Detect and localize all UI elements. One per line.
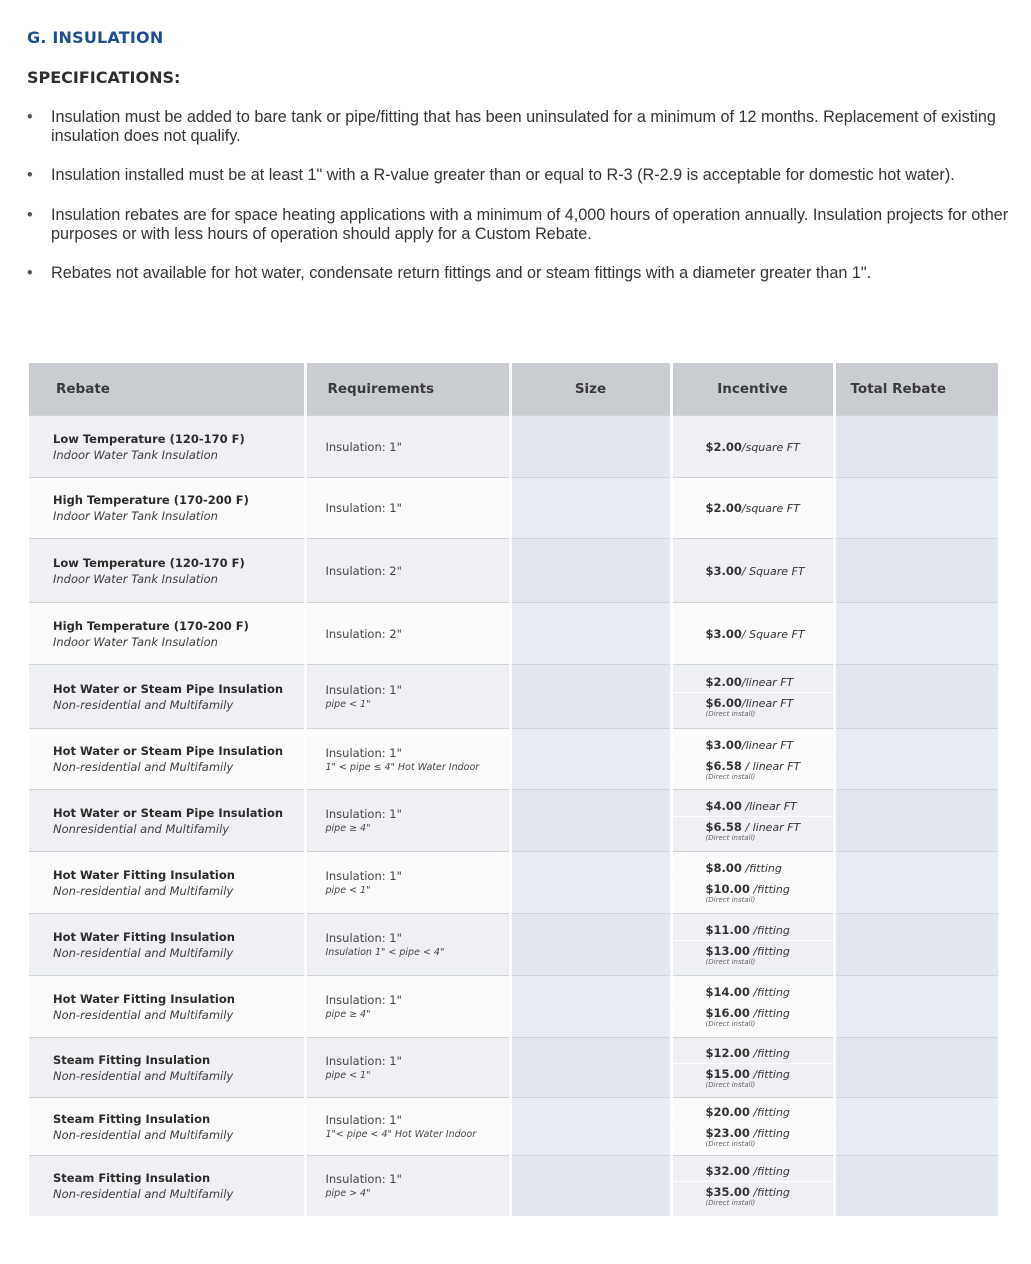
- direct-install-note: (Direct install): [705, 896, 756, 904]
- table-row: [29, 729, 998, 790]
- rebate-subtitle: Non-residential and Multifamily: [53, 1127, 234, 1142]
- incentive-line: [673, 816, 833, 845]
- incentive-line: [673, 1102, 833, 1122]
- total-rebate-input-cell[interactable]: [834, 478, 998, 539]
- requirements-cell: [305, 1098, 510, 1156]
- requirements-cell: [305, 1038, 510, 1098]
- table-row: [29, 416, 998, 478]
- incentive-amount: $32.00: [705, 1164, 750, 1179]
- rebate-cell: [29, 539, 305, 603]
- requirement-detail: pipe < 1": [325, 699, 371, 710]
- total-rebate-input-cell[interactable]: [834, 1038, 998, 1098]
- rebate-cell: [29, 914, 305, 976]
- rebate-subtitle: Non-residential and Multifamily: [53, 883, 234, 898]
- requirement-detail: 1"< pipe < 4" Hot Water Indoor: [325, 1129, 477, 1140]
- incentive-unit: /fitting: [749, 1047, 790, 1060]
- requirement-main: Insulation: 2": [325, 626, 402, 641]
- table-row: [29, 852, 998, 914]
- incentive-unit: /linear FT: [741, 800, 797, 813]
- requirement-detail: pipe ≥ 4": [325, 1009, 371, 1020]
- size-input-cell[interactable]: [510, 539, 671, 603]
- spec-bullet: [27, 166, 1017, 185]
- requirement-main: Insulation: 1": [325, 439, 402, 454]
- size-input-cell[interactable]: [510, 1098, 671, 1156]
- direct-install-note: (Direct install): [705, 1081, 756, 1089]
- size-input-cell[interactable]: [510, 478, 671, 539]
- rebate-subtitle: Indoor Water Tank Insulation: [53, 447, 218, 462]
- table-row: [29, 790, 998, 852]
- header-total-rebate: Total Rebate: [834, 363, 998, 416]
- spec-bullet-text: Insulation rebates are for space heating applications with a minimum of 4,000 hours of operation annually. Insulation projects for other purposes or with less hours of operation should apply for a Custom Rebate.: [51, 206, 1009, 243]
- incentive-line: [673, 982, 833, 1002]
- specifications-heading: SPECIFICATIONS:: [27, 68, 181, 87]
- rebate-title: Low Temperature (120-170 F): [53, 555, 245, 570]
- incentive-unit: /fitting: [749, 883, 790, 896]
- incentive-line: [673, 1181, 833, 1210]
- direct-install-note: (Direct install): [705, 710, 756, 718]
- requirement-main: Insulation: 1": [325, 869, 402, 883]
- incentive-unit: /fitting: [749, 986, 790, 999]
- spec-bullet-text: Rebates not available for hot water, condensate return fittings and or steam fittings with a diameter greater than 1".: [51, 264, 872, 282]
- direct-install-note: (Direct install): [705, 958, 756, 966]
- spec-bullet: [27, 206, 1017, 244]
- incentive-unit: /linear FT: [741, 738, 794, 752]
- incentive-cell: [671, 790, 834, 852]
- rebate-cell: [29, 852, 305, 914]
- requirements-cell: [305, 416, 510, 478]
- incentive-unit: / linear FT: [741, 759, 801, 773]
- rebate-cell: [29, 976, 305, 1038]
- incentive-amount: $23.00: [705, 1126, 750, 1140]
- total-rebate-input-cell[interactable]: [834, 603, 998, 665]
- bullet-dot-icon: •: [27, 206, 33, 224]
- requirement-main: Insulation: 1": [325, 931, 402, 945]
- incentive-amount: $14.00: [705, 985, 750, 999]
- rebate-subtitle: Indoor Water Tank Insulation: [53, 509, 218, 523]
- incentive-line: [673, 1122, 833, 1151]
- table-row: [29, 976, 998, 1038]
- requirement-detail: pipe ≥ 4": [325, 823, 371, 834]
- incentive-unit: /fitting: [749, 1068, 790, 1081]
- requirements-cell: [305, 852, 510, 914]
- requirements-cell: [305, 539, 510, 603]
- incentive-line: [673, 796, 833, 816]
- size-input-cell[interactable]: [510, 1156, 671, 1216]
- incentive-amount: $8.00: [705, 861, 742, 875]
- total-rebate-input-cell[interactable]: [834, 790, 998, 852]
- rebate-title: Steam Fitting Insulation: [53, 1170, 211, 1185]
- table-row: [29, 914, 998, 976]
- rebate-cell: [29, 665, 305, 729]
- requirement-main: Insulation: 1": [325, 683, 402, 697]
- size-input-cell[interactable]: [510, 976, 671, 1038]
- total-rebate-input-cell[interactable]: [834, 1156, 998, 1216]
- rebate-subtitle: Indoor Water Tank Insulation: [53, 571, 218, 586]
- specifications-list: [27, 108, 1017, 283]
- size-input-cell[interactable]: [510, 790, 671, 852]
- spec-bullet: [27, 264, 1017, 283]
- requirements-cell: [305, 1156, 510, 1216]
- incentive-line: [673, 1161, 833, 1181]
- incentive-unit: /fitting: [749, 924, 790, 937]
- incentive-unit: /linear FT: [741, 676, 794, 689]
- rebate-cell: [29, 790, 305, 852]
- incentive-amount: $10.00: [705, 882, 750, 896]
- section-title: G. INSULATION: [27, 28, 164, 47]
- incentive-amount: $16.00: [705, 1006, 750, 1020]
- requirement-main: Insulation: 1": [325, 1172, 402, 1187]
- incentive-amount: $3.00: [705, 737, 742, 752]
- rebate-title: Low Temperature (120-170 F): [53, 431, 245, 446]
- size-input-cell[interactable]: [510, 416, 671, 478]
- requirement-detail: Insulation 1" < pipe < 4": [325, 947, 445, 958]
- incentive-cell: [671, 665, 834, 729]
- table-row: [29, 665, 998, 729]
- incentive-line: [673, 878, 833, 907]
- rebate-cell: [29, 416, 305, 478]
- rebate-title: Hot Water Fitting Insulation: [53, 867, 235, 882]
- spec-bullet-text: Insulation installed must be at least 1" with a R-value greater than or equal to R-3 (R-2.9 is acceptable for domestic hot water).: [51, 166, 955, 184]
- table-row: [29, 539, 998, 603]
- incentive-amount: $6.58: [705, 820, 742, 834]
- rebate-cell: [29, 1038, 305, 1098]
- incentive-line: [673, 672, 833, 692]
- rebate-table: [29, 363, 998, 1216]
- requirements-cell: [305, 665, 510, 729]
- header-size: Size: [510, 363, 671, 416]
- requirement-detail: pipe < 1": [325, 885, 371, 896]
- incentive-cell: [671, 914, 834, 976]
- incentive-unit: /linear FT: [741, 697, 794, 710]
- rebate-subtitle: Non-residential and Multifamily: [53, 1007, 234, 1022]
- bullet-dot-icon: •: [27, 264, 33, 282]
- header-rebate: Rebate: [29, 363, 305, 416]
- bullet-dot-icon: •: [27, 108, 33, 126]
- incentive-value: [673, 440, 833, 454]
- requirements-cell: [305, 790, 510, 852]
- header-requirements: Requirements: [305, 363, 510, 416]
- rebate-cell: [29, 478, 305, 539]
- header-incentive: Incentive: [671, 363, 834, 416]
- requirement-main: Insulation: 1": [325, 807, 402, 821]
- incentive-unit: /fitting: [741, 862, 782, 875]
- direct-install-note: (Direct install): [705, 1199, 756, 1208]
- requirement-detail: pipe > 4": [325, 1188, 371, 1200]
- requirements-cell: [305, 914, 510, 976]
- incentive-value: [673, 564, 833, 578]
- total-rebate-input-cell[interactable]: [834, 914, 998, 976]
- rebate-cell: [29, 603, 305, 665]
- requirements-cell: [305, 478, 510, 539]
- total-rebate-input-cell[interactable]: [834, 416, 998, 478]
- incentive-line: [673, 1002, 833, 1031]
- incentive-unit: /fitting: [749, 1106, 790, 1119]
- incentive-amount: $35.00: [705, 1185, 750, 1200]
- incentive-cell: [671, 416, 834, 478]
- incentive-cell: [671, 976, 834, 1038]
- rebate-subtitle: Nonresidential and Multifamily: [53, 821, 230, 836]
- incentive-cell: [671, 539, 834, 603]
- incentive-cell: [671, 729, 834, 790]
- incentive-amount: $11.00: [705, 923, 750, 937]
- rebate-title: Hot Water Fitting Insulation: [53, 929, 235, 944]
- spec-bullet-text: Insulation must be added to bare tank or pipe/fitting that has been uninsulated for a minimum of 12 months. Replacement of existing insulation does not qualify.: [51, 108, 996, 145]
- incentive-line: [673, 858, 833, 878]
- requirement-main: Insulation: 1": [325, 1113, 402, 1127]
- incentive-amount: $2.00: [705, 675, 742, 689]
- incentive-amount: $13.00: [705, 944, 750, 958]
- total-rebate-input-cell[interactable]: [834, 1098, 998, 1156]
- requirement-detail: 1" < pipe ≤ 4" Hot Water Indoor: [325, 761, 480, 773]
- incentive-amount: $4.00: [705, 799, 742, 813]
- direct-install-note: (Direct install): [705, 834, 756, 842]
- requirement-main: Insulation: 1": [325, 1054, 402, 1068]
- rebate-title: Hot Water or Steam Pipe Insulation: [53, 681, 284, 696]
- incentive-cell: [671, 1098, 834, 1156]
- rebate-title: High Temperature (170-200 F): [53, 493, 249, 507]
- rebate-subtitle: Non-residential and Multifamily: [53, 760, 234, 774]
- incentive-value: [673, 501, 833, 515]
- table-row: [29, 603, 998, 665]
- incentive-amount: $6.00: [705, 696, 742, 710]
- rebate-title: Steam Fitting Insulation: [53, 1111, 211, 1126]
- requirement-main: Insulation: 1": [325, 745, 402, 760]
- rebate-subtitle: Indoor Water Tank Insulation: [53, 634, 218, 649]
- incentive-amount: $15.00: [705, 1067, 750, 1081]
- incentive-line: [673, 920, 833, 940]
- requirements-cell: [305, 976, 510, 1038]
- incentive-amount: $3.00: [705, 626, 742, 641]
- total-rebate-input-cell[interactable]: [834, 852, 998, 914]
- total-rebate-input-cell[interactable]: [834, 976, 998, 1038]
- incentive-line: [673, 1063, 833, 1092]
- requirement-main: Insulation: 1": [325, 501, 402, 515]
- requirements-cell: [305, 603, 510, 665]
- rebate-title: Steam Fitting Insulation: [53, 1052, 211, 1067]
- size-input-cell[interactable]: [510, 729, 671, 790]
- incentive-amount: $2.00: [705, 439, 742, 454]
- table-header-row: [29, 363, 998, 416]
- requirement-detail: pipe < 1": [325, 1070, 371, 1081]
- incentive-line: [673, 735, 833, 755]
- direct-install-note: (Direct install): [705, 772, 756, 781]
- size-input-cell[interactable]: [510, 914, 671, 976]
- incentive-amount: $3.00: [705, 563, 742, 578]
- size-input-cell[interactable]: [510, 665, 671, 729]
- size-input-cell[interactable]: [510, 603, 671, 665]
- rebate-cell: [29, 1098, 305, 1156]
- incentive-line: [673, 1043, 833, 1063]
- incentive-amount: $2.00: [705, 501, 742, 515]
- incentive-unit: / Square FT: [741, 627, 805, 641]
- incentive-cell: [671, 852, 834, 914]
- rebate-subtitle: Non-residential and Multifamily: [53, 697, 234, 712]
- incentive-line: [673, 692, 833, 721]
- incentive-cell: [671, 1038, 834, 1098]
- table-row: [29, 1156, 998, 1216]
- spec-bullet: [27, 108, 1017, 146]
- incentive-unit: /square FT: [741, 440, 800, 454]
- table-row: [29, 1038, 998, 1098]
- bullet-dot-icon: •: [27, 166, 33, 184]
- rebate-subtitle: Non-residential and Multifamily: [53, 1186, 234, 1201]
- incentive-value: [673, 627, 833, 641]
- rebate-cell: [29, 729, 305, 790]
- rebate-title: Hot Water or Steam Pipe Insulation: [53, 744, 284, 758]
- total-rebate-input-cell[interactable]: [834, 729, 998, 790]
- incentive-unit: / linear FT: [741, 821, 801, 834]
- incentive-cell: [671, 478, 834, 539]
- incentive-amount: $6.58: [705, 758, 742, 773]
- rebate-subtitle: Non-residential and Multifamily: [53, 1068, 234, 1083]
- incentive-unit: /fitting: [749, 945, 790, 958]
- size-input-cell[interactable]: [510, 1038, 671, 1098]
- incentive-unit: / Square FT: [741, 564, 805, 578]
- direct-install-note: (Direct install): [705, 1140, 756, 1148]
- incentive-cell: [671, 603, 834, 665]
- incentive-unit: /fitting: [749, 1165, 790, 1179]
- total-rebate-input-cell[interactable]: [834, 539, 998, 603]
- incentive-amount: $20.00: [705, 1105, 750, 1119]
- rebate-title: High Temperature (170-200 F): [53, 618, 249, 633]
- table-row: [29, 478, 998, 539]
- incentive-unit: /fitting: [749, 1127, 790, 1140]
- incentive-unit: /square FT: [741, 502, 800, 515]
- incentive-line: [673, 755, 833, 784]
- requirement-main: Insulation: 1": [325, 993, 402, 1007]
- incentive-line: [673, 940, 833, 969]
- size-input-cell[interactable]: [510, 852, 671, 914]
- rebate-cell: [29, 1156, 305, 1216]
- incentive-amount: $12.00: [705, 1046, 750, 1060]
- total-rebate-input-cell[interactable]: [834, 665, 998, 729]
- incentive-cell: [671, 1156, 834, 1216]
- requirement-main: Insulation: 2": [325, 563, 402, 578]
- incentive-unit: /fitting: [749, 1007, 790, 1020]
- direct-install-note: (Direct install): [705, 1020, 756, 1028]
- rebate-title: Hot Water or Steam Pipe Insulation: [53, 805, 284, 820]
- incentive-unit: /fitting: [749, 1186, 790, 1200]
- requirements-cell: [305, 729, 510, 790]
- rebate-title: Hot Water Fitting Insulation: [53, 991, 235, 1006]
- table-body: [29, 416, 998, 1216]
- rebate-subtitle: Non-residential and Multifamily: [53, 945, 234, 960]
- table-row: [29, 1098, 998, 1156]
